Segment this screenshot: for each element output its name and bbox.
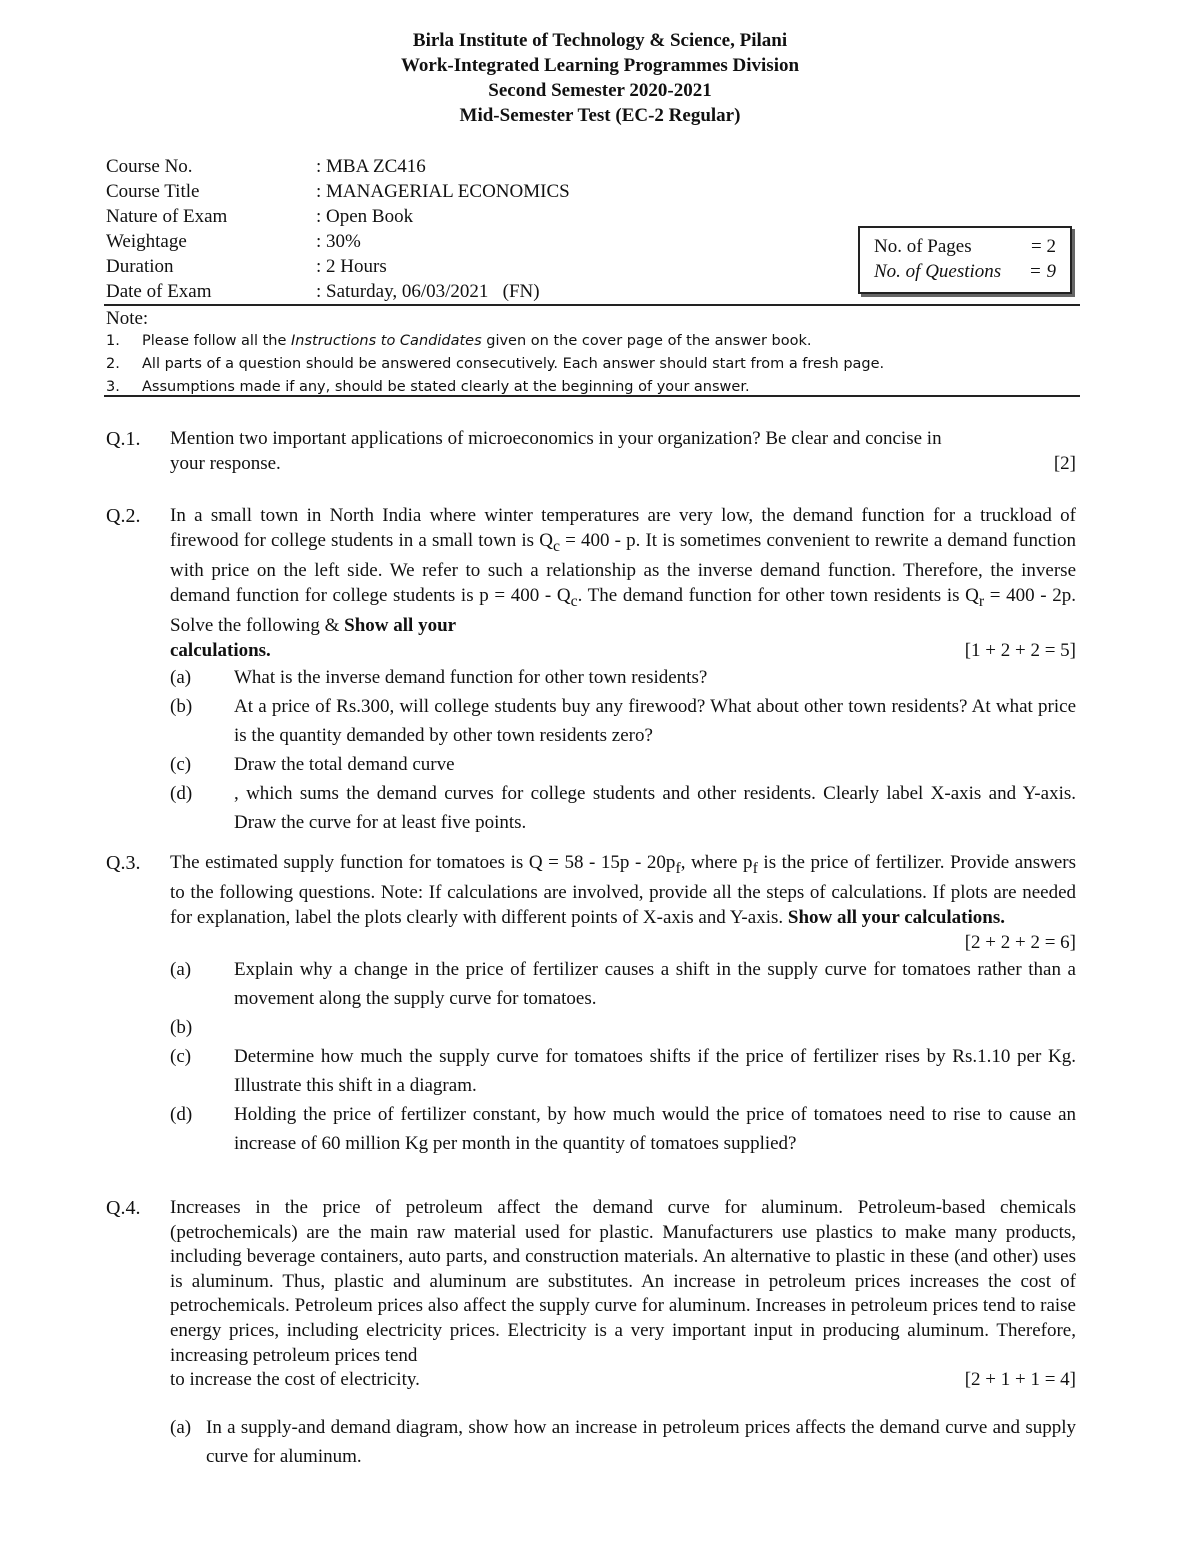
sub-text: Draw the total demand curve [234,754,455,776]
sub-label: (a) [170,667,192,689]
question-marks: [2 + 2 + 2 = 6] [964,931,1076,953]
sub-label: (a) [170,959,192,981]
text-part: . The demand function for other town residents is Q [577,584,979,606]
info-row [106,254,570,279]
questions-label: No. of Questions [874,261,1002,282]
sub-text: Holding the price of fertilizer constant, by how much would the price of tomatoes need to rise to cause an increase of 60 million Kg per month in the quantity of tomatoes supplied? [234,1104,1076,1155]
text-part: is the price of fertilizer. Provide answers to the following questions. Note: If calculations are involved, provide all the steps of calculations. If plots are needed for explanation, label the plots clearly with different points of X-axis and Y-axis. [170,852,1077,928]
subscript: r [978,592,985,610]
institute-name: Birla Institute of Technology & Science, Pilani [412,30,788,51]
bold-text: calculations. [170,639,271,661]
question-number: Q.2. [106,505,141,527]
info-value: : Saturday, 06/03/2021 (FN) [316,281,540,302]
text-part: , where p [680,852,753,873]
question-3 [106,851,1076,1158]
question-head [106,1196,1076,1393]
question-line: to increase the cost of electricity. [170,1369,420,1391]
sub-question [170,663,1076,692]
text-part: = 400 - p. It is sometimes convenient to rewrite a demand function with price on the left side. We refer to such a relationship as the inverse demand function. Therefore, the inverse demand function for college students is p = 400 - Q [170,529,1076,606]
info-label: Nature of Exam [106,206,228,227]
question-head [106,427,1076,476]
info-row [106,179,570,204]
sub-label: (c) [170,1046,192,1068]
sub-label: (d) [170,1104,193,1126]
questions-row [874,259,1056,284]
note-number: 1. [106,333,120,349]
sub-question [170,1100,1076,1158]
note-text: All parts of a question should be answered consecutively. Each answer should start from a fresh page. [142,356,885,372]
question-marks: [2] [1053,452,1076,474]
question-line: Mention two important applications of microeconomics in your organization? Be clear and concise in [170,428,942,449]
sub-label: (a) [170,1416,192,1438]
sub-question [170,1042,1076,1100]
sub-text: Explain why a change in the price of fertilizer causes a shift in the supply curve for tomatoes rather than a movement along the supply curve for tomatoes. [234,959,1076,1010]
subscript: f [752,859,758,877]
sub-question [170,955,1076,1013]
info-row [106,154,570,179]
course-info [106,154,570,304]
semester: Second Semester 2020-2021 [488,80,712,101]
sub-label: (b) [170,1017,193,1039]
info-value: : MANAGERIAL ECONOMICS [316,181,570,202]
text-part: = 400 - 2p. Solve the following & [170,584,1076,636]
question-head [106,851,1076,955]
text-part: In a small town in North India where winter temperatures are very low, the demand function for a truckload of firewood for college students in a small town is Q [170,505,1076,551]
question-1 [106,427,1076,476]
notes-title: Note: [106,308,149,329]
exam-header [0,28,1200,128]
sub-label: (b) [170,696,193,718]
question-text [170,427,1076,476]
question-number: Q.1. [106,428,141,450]
text-part: The estimated supply function for tomatoes is Q = 58 - 15p - 20p [170,852,676,873]
question-marks: [1 + 2 + 2 = 5] [964,639,1076,661]
sub-text: , which sums the demand curves for college students and other residents. Clearly label X-axis and Y-axis. Draw the curve for at least five points. [234,783,1076,834]
note-emphasis: Instructions to Candidates [291,333,482,349]
info-row [106,229,570,254]
sub-text: Determine how much the supply curve for tomatoes shifts if the price of fertilizer rises by Rs.1.10 per Kg. Illustrate this shift in a diagram. [234,1046,1076,1097]
sub-label: (d) [170,783,193,805]
question-text [170,504,1076,663]
pages-label: No. of Pages [874,236,972,257]
question-paragraph: Increases in the price of petroleum affect the demand curve for aluminum. Petroleum-based chemicals (petrochemicals) are the main raw material used for plastic. Manufacturers use plastics to make many products, including beverage containers, auto parts, and construction materials. An alternative to plastic in these (and other) uses is aluminum. Thus, plastic and aluminum are substitutes. An increase in petroleum prices increases the cost of petrochemicals. Petroleum prices also affect the supply curve for aluminum. Increases in petroleum prices tend to raise energy prices, including electricity prices. Electricity is a very important input in producing aluminum. Therefore, increasing petroleum prices tend [170,1197,1076,1366]
sub-question [170,692,1076,750]
question-number: Q.4. [106,1197,141,1219]
question-marks: [2 + 1 + 1 = 4] [964,1369,1076,1391]
divider [104,395,1080,397]
info-row [106,279,570,304]
sub-question [170,1413,1076,1471]
info-label: Weightage [106,231,187,252]
sub-label: (c) [170,754,192,776]
divider [104,304,1080,306]
test-name: Mid-Semester Test (EC-2 Regular) [459,105,741,126]
questions-value: = 9 [1028,261,1056,282]
question-4 [106,1196,1076,1471]
sub-question [170,779,1076,837]
sub-text: What is the inverse demand function for other town residents? [234,667,708,689]
question-text [170,851,1076,955]
info-value: : MBA ZC416 [316,156,426,177]
sub-question [170,1013,1076,1042]
info-label: Course Title [106,181,200,202]
info-value: : Open Book [316,206,414,227]
subscript: f [675,859,681,877]
question-line: your response. [170,452,281,474]
question-text [170,1196,1076,1393]
question-head [106,504,1076,663]
note-item [106,353,1076,376]
info-value: : 2 Hours [316,256,387,277]
subscript: c [552,537,560,555]
question-last-line [170,639,1076,664]
pages-value: = 2 [1031,236,1056,257]
pages-row [874,234,1056,259]
info-label: Duration [106,256,174,277]
sub-text [234,1013,1076,1042]
pages-box [858,226,1072,294]
bold-text: Show all your [344,614,457,636]
note-item [106,330,1076,353]
notes [106,307,1076,399]
note-number: 3. [106,379,120,395]
question-last-line [170,1368,1076,1393]
bold-text: Show all your calculations. [787,906,1006,928]
division-name: Work-Integrated Learning Programmes Division [400,55,800,76]
subscript: c [570,592,578,610]
question-number: Q.3. [106,852,141,874]
sub-text: At a price of Rs.300, will college students buy any firewood? What about other town residents? At what price is the quantity demanded by other town residents zero? [234,696,1076,747]
note-number: 2. [106,356,120,372]
info-label: Course No. [106,156,193,177]
note-text-part: Please follow all the [142,333,291,349]
info-row [106,204,570,229]
info-value: : 30% [316,231,361,252]
info-label: Date of Exam [106,281,212,302]
note-text-part: given on the cover page of the answer book. [481,333,812,349]
note-text [142,330,812,353]
question-2 [106,504,1076,837]
note-text: Assumptions made if any, should be stated clearly at the beginning of your answer. [142,379,750,395]
question-last-line [170,452,1076,477]
sub-text: In a supply-and demand diagram, show how an increase in petroleum prices affects the demand curve and supply curve for aluminum. [206,1416,1076,1467]
sub-question [170,750,1076,779]
